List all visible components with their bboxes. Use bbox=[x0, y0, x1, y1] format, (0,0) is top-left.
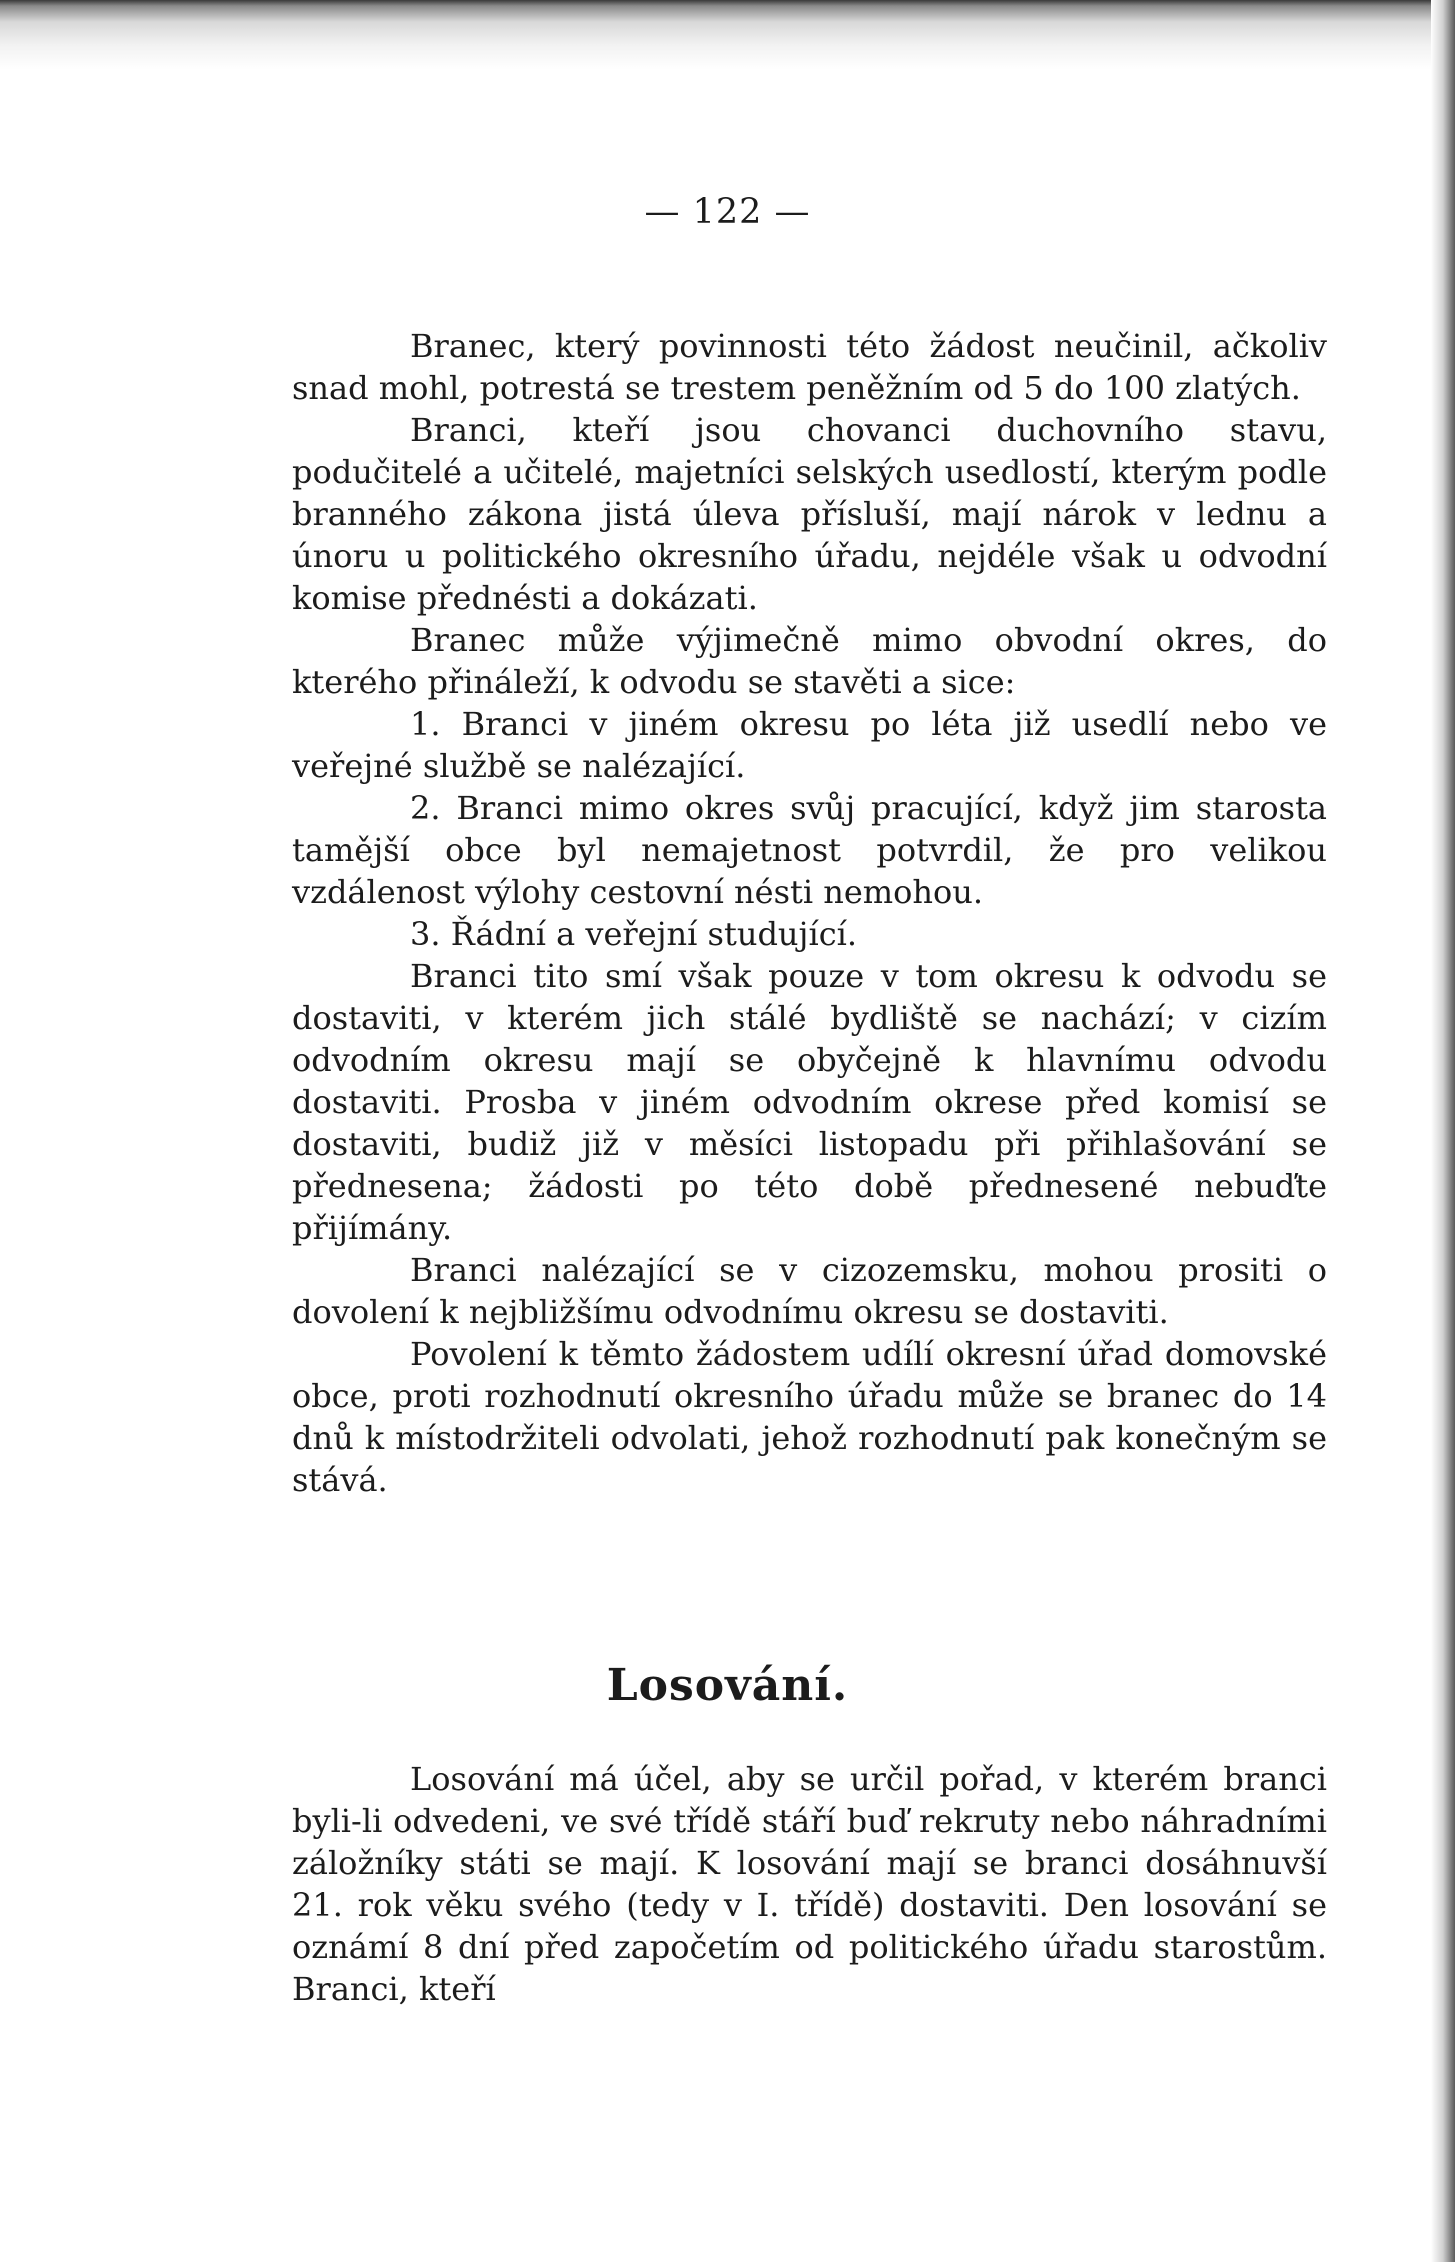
page-number: — 122 — bbox=[644, 192, 811, 232]
list-item: 3. Řádní a veřejní studující. bbox=[410, 915, 858, 953]
paragraph: Losování má účel, aby se určil pořad, v kterém branci byli-li odvedeni, ve své třídě stáří buď rekruty nebo náhradními záložníky státi se mají. K losování mají se branci dosáhnuvší 21. rok věku svého (tedy v I. třídě) dostaviti. Den losování se oznámí 8 dní před započetím od politického úřadu starostům. Branci, kteří bbox=[292, 1760, 1327, 2008]
paragraph: Branci nalézající se v cizozemsku, mohou prositi o dovolení k nejbližšímu odvodnímu okresu se dostaviti. bbox=[292, 1251, 1327, 1331]
paragraph: Branci, kteří jsou chovanci duchovního stavu, podučitelé a učitelé, majetníci selských usedlostí, kterým podle branného zákona jistá úleva přísluší, mají nárok v lednu a únoru u politického okresního úřadu, nejdéle však u odvodní komise přednésti a dokázati. bbox=[292, 411, 1327, 617]
paragraph: Branec může výjimečně mimo obvodní okres, do kterého přináleží, k odvodu se stavěti a sice: bbox=[292, 621, 1327, 701]
scan-top-edge bbox=[0, 0, 1455, 70]
section-body-text bbox=[292, 1758, 1327, 2010]
body-text bbox=[292, 325, 1327, 1501]
list-item: 2. Branci mimo okres svůj pracující, když jim starosta tamější obce byl nemajetnost potvrdil, že pro velikou vzdálenost výlohy cestovní nésti nemohou. bbox=[292, 789, 1327, 911]
list-item: 1. Branci v jiném okresu po léta již usedlí nebo ve veřejné službě se nalézající. bbox=[292, 705, 1327, 785]
paragraph: Branci tito smí však pouze v tom okresu k odvodu se dostaviti, v kterém jich stálé bydliště se nachází; v cizím odvodním okresu mají se obyčejně k hlavnímu odvodu dostaviti. Prosba v jiném odvodním okrese před komisí se dostaviti, budiž již v měsíci listopadu při přihlašování se přednesena; žádosti po této době přednesené nebuďte přijímány. bbox=[292, 957, 1327, 1247]
paragraph: Povolení k těmto žádostem udílí okresní úřad domovské obce, proti rozhodnutí okresního úřadu může se branec do 14 dnů k místodržiteli odvolati, jehož rozhodnutí pak konečným se stává. bbox=[292, 1335, 1327, 1499]
paragraph: Branec, který povinnosti této žádost neučinil, ačkoliv snad mohl, potrestá se trestem peněžním od 5 do 100 zlatých. bbox=[292, 327, 1327, 407]
section-heading: Losování. bbox=[606, 1660, 849, 1711]
scan-right-edge bbox=[1431, 0, 1455, 2262]
